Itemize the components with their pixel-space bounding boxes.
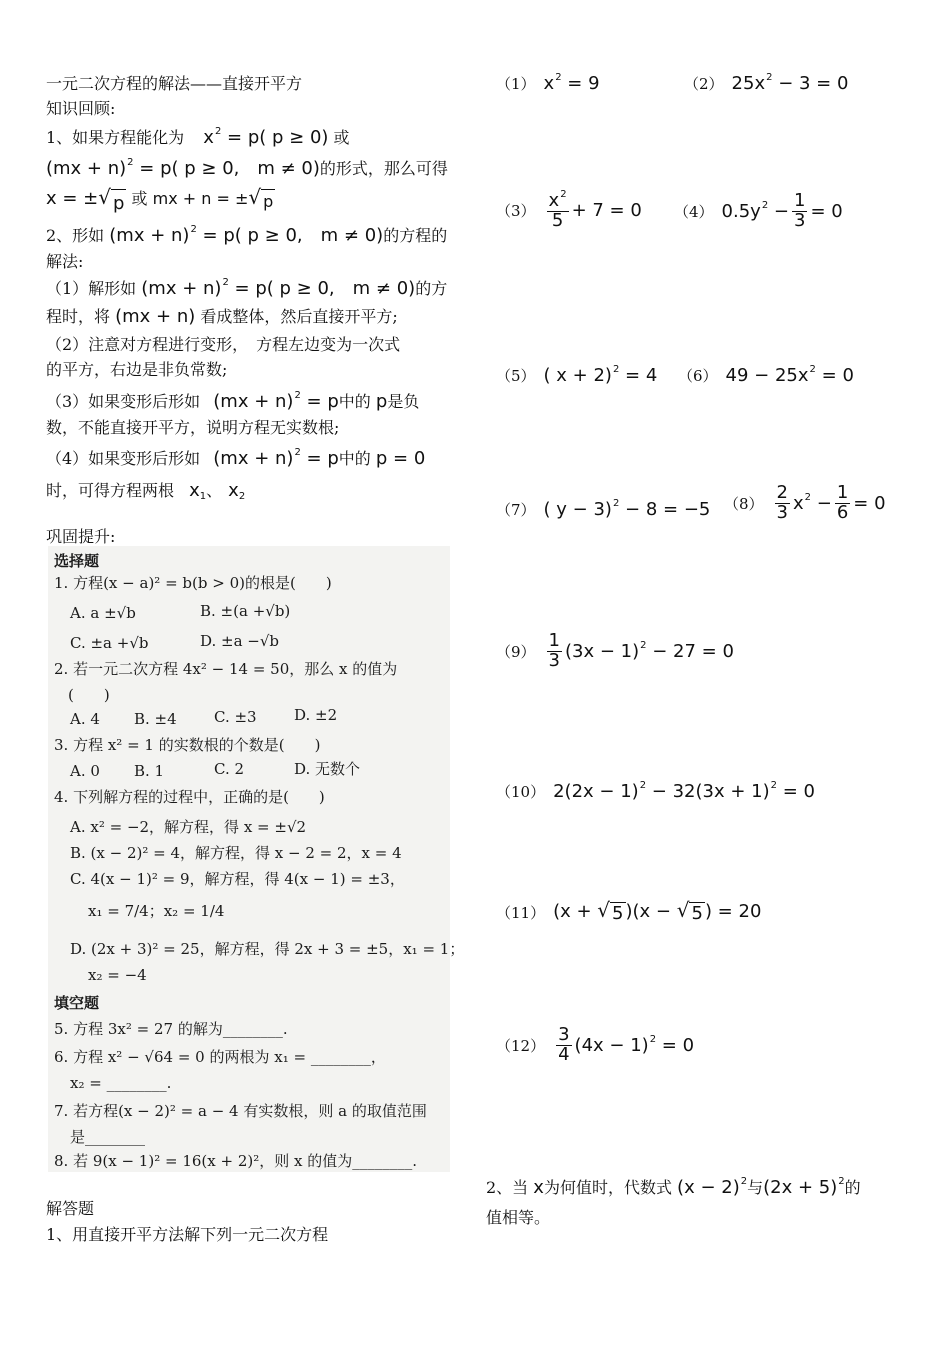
review-point-1-result: x = ± √ p 或 mx + n = ± √ p [46,185,446,218]
review-point-1: 1、如果方程能化为 $x^2 = p$( p ≥ 0) 或 [46,125,350,148]
q3-option-a: A. 0 [70,762,100,780]
q2-option-b: B. ±4 [134,710,177,728]
problem-10: （10） $2(2x - 1)^2 - 32(3x + 1)^2 = 0$ [496,780,815,802]
q2-option-a: A. 4 [70,710,100,728]
q1-option-c: C. ±a +√b [70,634,149,652]
problem-4: （4） $0.5y^2$ − $\frac{1}{3}$ = 0 [674,190,843,231]
review-point-1-form: (mx + n)$^2$ = p( p ≥ 0, m ≠ 0)的形式，那么可得 [46,157,448,180]
problem-6: （6） $49 - 25x^2 = 0$ [678,364,854,386]
problem-12: （12） $\frac{3}{4}$ $(4x - 1)^2 = 0$ [496,1024,695,1065]
problem-8: （8） $\frac{2}{3}$ $x^2$ − $\frac{1}{6}$ = 0 [724,482,886,523]
method-step-2-b: 的平方，右边是非负常数; [46,359,228,379]
problem-1: （1） $x^2 = 9$ [496,72,600,94]
answer-question-2: 2、当 x为何值时，代数式 $(x - 2)^2$与$(2x + 5)^2$的 值相等。 [486,1172,906,1233]
q4-option-b: B. (x − 2)² = 4，解方程，得 x − 2 = 2，x = 4 [70,844,402,862]
q3-option-b: B. 1 [134,762,165,780]
mc-question-2: 2. 若一元二次方程 4x² − 14 = 50，那么 x 的值为 [54,660,398,678]
mc-question-4: 4. 下列解方程的过程中，正确的是( ) [54,788,325,806]
problem-11: （11） (x + √ 5 )(x − √ 5 ) = 20 [496,898,762,924]
q4-option-d: D. (2x + 3)² = 25，解方程，得 2x + 3 = ±5，x₁ = 1； [70,940,465,958]
mc-question-1: 1. 方程(x − a)² = b(b > 0)的根是( ) [54,574,332,592]
fill-question-7: 7. 若方程(x − 2)² = a − 4 有实数根，则 a 的取值范围 [54,1102,427,1120]
scanned-exercises [48,546,465,1172]
review-point-2: 2、形如 (mx + n)$^2$ = p( p ≥ 0, m ≠ 0)的方程的 [46,224,448,247]
problem-2: （2） $25x^2 - 3 = 0$ [684,72,849,94]
method-step-4-b: 时，可得方程两根 $x_1$、 $x_2$ [46,479,246,502]
q4-option-a: A. x² = −2，解方程，得 x = ±√2 [70,818,307,836]
problem-9: （9） $\frac{1}{3}$ $(3x - 1)^2 - 27 = 0$ [496,630,734,671]
q4-option-c-roots: x₁ = 7/4；x₂ = 1/4 [88,902,225,920]
knowledge-review [46,72,446,550]
method-step-3: （3）如果变形后形如 (mx + n)$^2$ = p中的 p是负 [46,390,420,413]
method-step-3-b: 数，不能直接开平方，说明方程无实数根; [46,418,340,438]
q1-option-b: B. ±(a +√b) [200,602,291,620]
q2-option-c: C. ±3 [214,708,257,726]
problem-3: （3） $\frac{x^2}{5}$ + 7 = 0 [496,189,642,231]
method-step-4: （4）如果变形后形如 (mx + n)$^2$ = p中的 p = 0 [46,447,426,470]
q1-option-d: D. ±a −√b [200,632,280,650]
page-title: 一元二次方程的解法——直接开平方 [46,74,303,93]
mc-question-2-blank: ( ) [68,686,110,704]
mc-question-3: 3. 方程 x² = 1 的实数根的个数是( ) [54,736,321,754]
q4-option-c: C. 4(x − 1)² = 9，解方程，得 4(x − 1) = ±3， [70,870,405,888]
answer-question-1: 1、用直接开平方法解下列一元二次方程 [46,1225,329,1244]
fill-question-8: 8. 若 9(x − 1)² = 16(x + 2)²，则 x 的值为________. [54,1152,417,1170]
consolidate-label: 巩固提升: [46,526,116,546]
q3-option-c: C. 2 [214,760,245,778]
mc-heading: 选择题 [54,552,100,570]
fill-question-6: 6. 方程 x² − √64 = 0 的两根为 x₁ = ________， [54,1048,386,1066]
q2-option-d: D. ±2 [294,706,338,724]
fill-question-6-b: x₂ = ________. [70,1074,172,1092]
q1-option-a: A. a ±√b [70,604,136,622]
fill-question-5: 5. 方程 3x² = 27 的解为________. [54,1020,288,1038]
fill-heading: 填空题 [54,994,100,1012]
review-point-2-b: 解法: [46,252,84,272]
problem-7: （7） ( y − 3)$^2$ − 8 = −5 [496,498,711,520]
answer-heading: 解答题 [46,1199,95,1218]
answer-question-2-b: 值相等。 [486,1208,551,1228]
q3-option-d: D. 无数个 [294,760,361,778]
problem-5: （5） ( x + 2)$^2$ = 4 [496,364,658,386]
q4-option-d-root: x₂ = −4 [88,966,147,984]
fill-question-7-b: 是________ [70,1128,146,1146]
method-step-1: （1）解形如 (mx + n)$^2$ = p( p ≥ 0, m ≠ 0)的方 [46,276,448,299]
method-step-2: （2）注意对方程进行变形， 方程左边变为一次式 [46,334,401,354]
review-label: 知识回顾: [46,98,116,118]
method-step-1-b: 程时，将 (mx + n) 看成整体，然后直接开平方; [46,305,398,327]
